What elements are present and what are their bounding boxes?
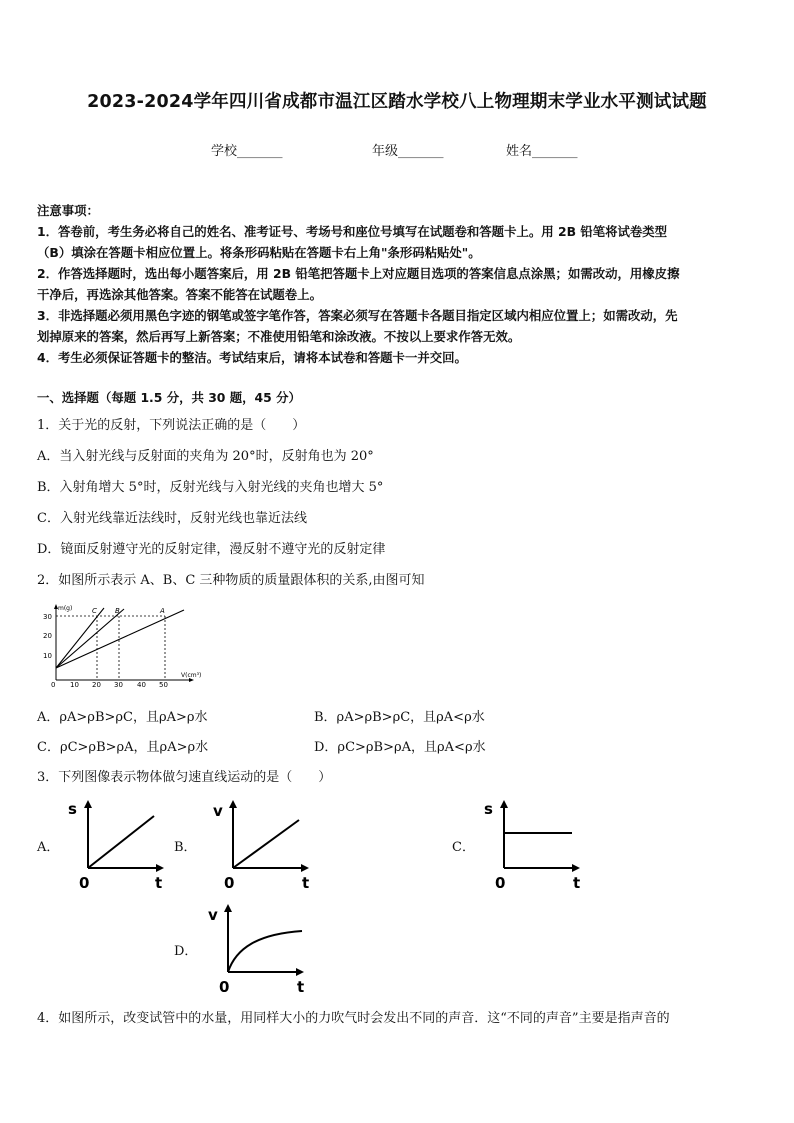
notice-heading: 注意事项： [37,203,99,218]
q4-stem: 4．如图所示，改变试管中的水量，用同样大小的力吹气时会发出不同的声音．这“不同的声音”主要是指声音的 [37,1011,670,1026]
q3-label-c: C． [452,840,475,855]
x-tick: 0 [51,681,56,688]
line-b [56,609,124,668]
notice-line: 3．非选择题必须用黑色字迹的钢笔或签字笔作答，答案必须写在答题卡各题目指定区域内相应位置上；如需改动，先 [37,308,678,323]
notice-line: 1．答卷前，考生务必将自己的姓名、准考证号、考场号和座位号填写在试题卷和答题卡上。用 2B 铅笔将试卷类型 [37,224,668,239]
q2-option-c: C．ρC>ρB>ρA，且ρA>ρ水 [37,740,209,755]
svg-text:0: 0 [219,978,230,996]
notice-line: 划掉原来的答案，然后再写上新答案；不准使用铅笔和涂改液。不按以上要求作答无效。 [37,329,521,344]
svg-text:0: 0 [79,874,90,892]
svg-text:0: 0 [495,874,506,892]
y-tick: 30 [43,613,52,621]
graph-x-label: V(cm³) [181,672,202,679]
q1-stem: 1．关于光的反射，下列说法正确的是（ ） [37,418,306,433]
name-field: 姓名_______ [506,144,578,159]
q1-option-b: B．入射角增大 5°时，反射光线与入射光线的夹角也增大 5° [37,480,384,495]
x-tick: 40 [137,681,146,688]
q1-option-c: C．入射光线靠近法线时，反射光线也靠近法线 [37,511,307,526]
q2-stem: 2．如图所示表示 A、B、C 三种物质的质量跟体积的关系,由图可知 [37,573,425,588]
page-title: 2023-2024学年四川省成都市温江区踏水学校八上物理期末学业水平测试试题 [87,92,707,112]
q3-stem: 3．下列图像表示物体做匀速直线运动的是（ ） [37,770,332,785]
q3-graph-c [478,796,588,894]
x-tick: 50 [159,681,168,688]
q3-graph-a [62,796,172,894]
notice-line: 干净后，再选涂其他答案。答案不能答在试题卷上。 [37,287,322,302]
section-heading: 一、选择题（每题 1.5 分，共 30 题，45 分） [37,390,301,405]
svg-text:t: t [302,874,310,892]
svg-text:0: 0 [224,874,235,892]
y-tick: 20 [43,632,52,640]
svg-text:t: t [573,874,581,892]
grade-field: 年级_______ [372,144,444,159]
graph-y-label: m(g) [58,605,73,612]
svg-text:s: s [68,800,77,818]
label-b: B [115,607,120,615]
q1-option-a: A．当入射光线与反射面的夹角为 20°时，反射角也为 20° [37,449,374,464]
q3-graph-d [202,900,312,998]
svg-text:v: v [208,906,218,924]
label-a: A [160,607,165,615]
y-tick: 10 [43,652,52,660]
svg-text:s: s [484,800,493,818]
notice-line: 2．作答选择题时，选出每小题答案后，用 2B 铅笔把答题卡上对应题目选项的答案信息点涂黑；如需改动，用橡皮擦 [37,266,680,281]
line-a [56,610,184,668]
notice-line: 4．考生必须保证答题卡的整洁。考试结束后，请将本试卷和答题卡一并交回。 [37,350,467,365]
q2-option-a: A．ρA>ρB>ρC，且ρA>ρ水 [37,710,208,725]
q3-label-b: B． [174,840,197,855]
x-tick: 10 [70,681,79,688]
school-field: 学校_______ [211,144,283,159]
svg-text:v: v [213,802,223,820]
x-tick: 30 [114,681,123,688]
q2-option-d: D．ρC>ρB>ρA，且ρA<ρ水 [314,740,486,755]
svg-text:t: t [155,874,163,892]
svg-text:t: t [297,978,305,996]
q2-mass-volume-graph [38,602,210,688]
label-c: C [92,607,97,615]
q3-label-d: D． [174,944,198,959]
x-tick: 20 [92,681,101,688]
q3-graph-b [207,796,317,894]
q1-option-d: D．镜面反射遵守光的反射定律，漫反射不遵守光的反射定律 [37,542,386,557]
q3-label-a: A． [37,840,60,855]
q2-option-b: B．ρA>ρB>ρC，且ρA<ρ水 [314,710,485,725]
notice-line: （B）填涂在答题卡相应位置上。将条形码粘贴在答题卡右上角"条形码粘贴处"。 [37,245,481,260]
